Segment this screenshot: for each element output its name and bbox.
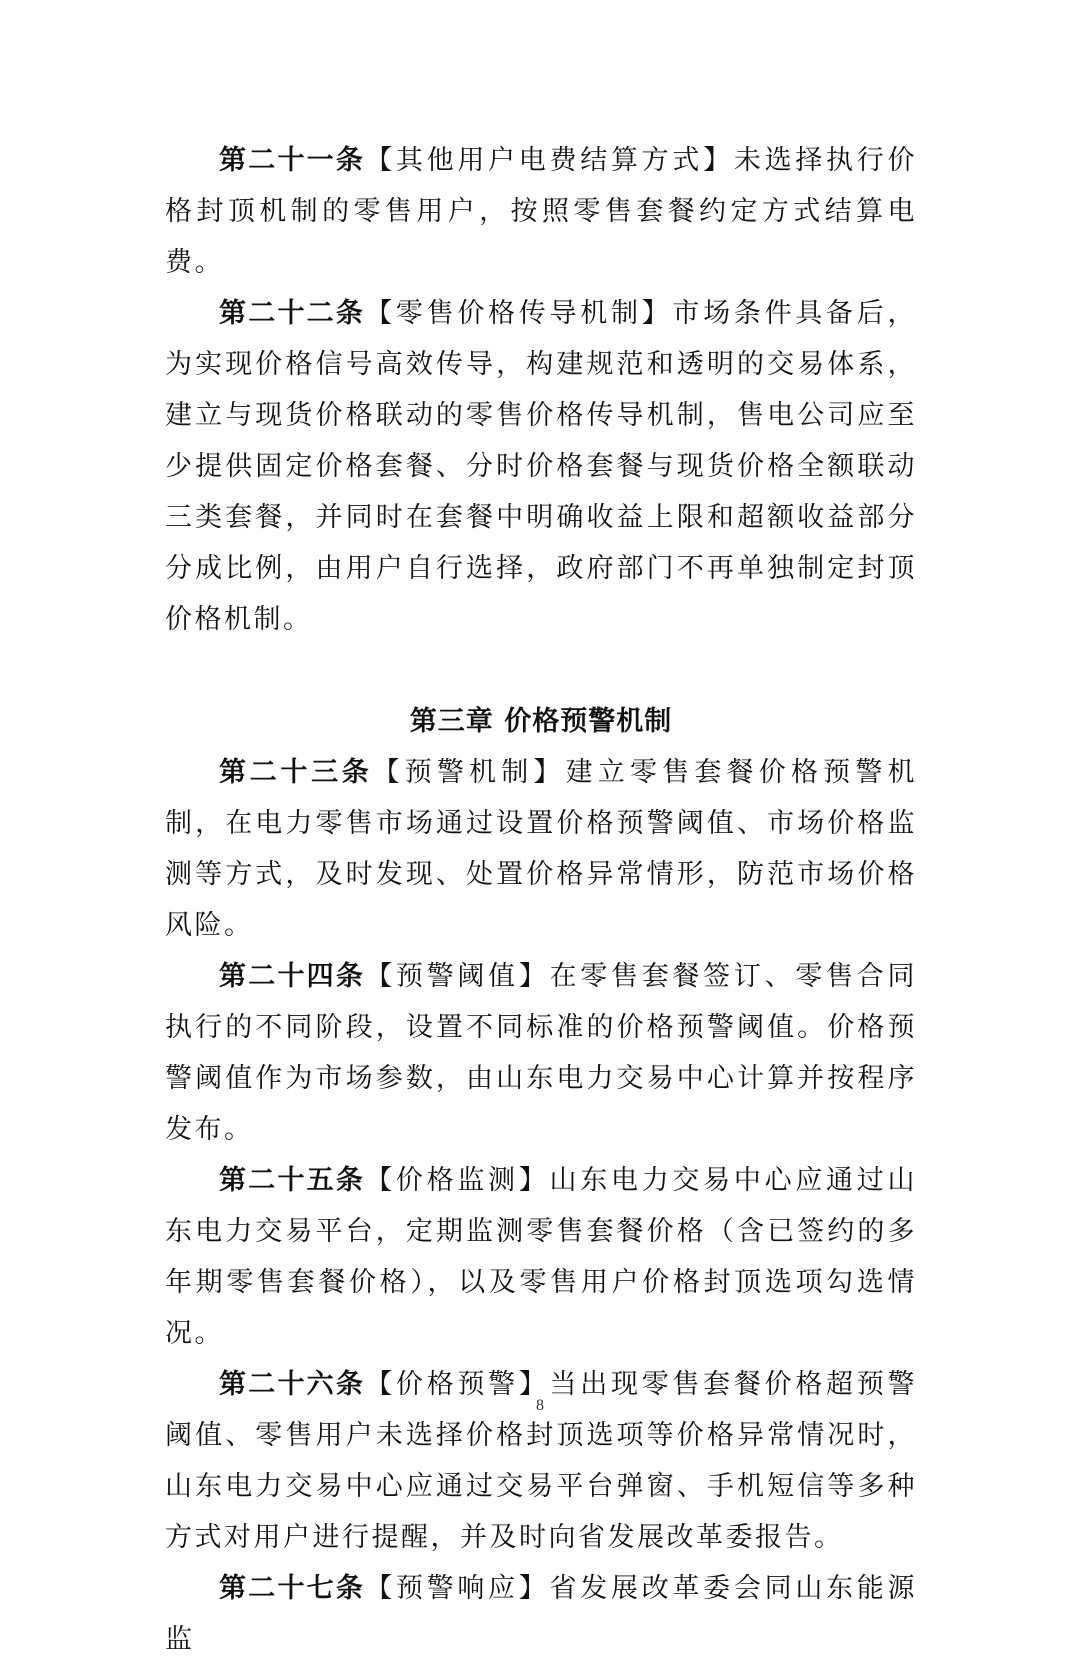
article-25 — [165, 1155, 917, 1359]
article-title: 【其他用户电费结算方式】 — [365, 145, 734, 176]
article-body: 未选择执行价格封顶机制的零售用户，按照零售套餐约定方式结算电费。 — [165, 145, 918, 278]
article-24 — [165, 951, 917, 1155]
article-body: 山东电力交易中心应通过山东电力交易平台，定期监测零售套餐价格（含已签约的多年期零售套餐价格），以及零售用户价格封顶选项勾选情况。 — [165, 1165, 918, 1349]
article-title: 【预警机制】 — [372, 757, 566, 788]
article-title: 【预警响应】 — [365, 1573, 550, 1604]
article-number: 第二十五条 — [219, 1165, 366, 1196]
article-number: 第二十三条 — [219, 757, 373, 788]
section-spacer — [165, 645, 917, 696]
chapter-heading: 第三章 价格预警机制 — [409, 706, 673, 737]
article-26 — [165, 1359, 917, 1563]
article-21 — [165, 135, 917, 288]
article-title: 【价格监测】 — [365, 1165, 550, 1196]
article-number: 第二十六条 — [219, 1369, 366, 1400]
article-22 — [165, 288, 917, 645]
page-number: 8 — [536, 1397, 544, 1414]
article-number: 第二十七条 — [219, 1573, 366, 1604]
article-title: 【零售价格传导机制】 — [365, 298, 673, 329]
article-23 — [165, 747, 917, 951]
article-title: 【预警阈值】 — [365, 961, 550, 992]
article-title: 【价格预警】 — [365, 1369, 550, 1400]
article-number: 第二十一条 — [219, 145, 366, 176]
article-27 — [165, 1563, 917, 1665]
document-page — [165, 135, 917, 1665]
article-number: 第二十四条 — [219, 961, 366, 992]
article-body: 在零售套餐签订、零售合同执行的不同阶段，设置不同标准的价格预警阈值。价格预警阈值作为市场参数，由山东电力交易中心计算并按程序发布。 — [165, 961, 918, 1145]
article-body: 市场条件具备后，为实现价格信号高效传导，构建规范和透明的交易体系，建立与现货价格联动的零售价格传导机制，售电公司应至少提供固定价格套餐、分时价格套餐与现货价格全额联动三类套餐，并同时在套餐中明确收益上限和超额收益部分分成比例，由用户自行选择，政府部门不再单独制定封顶价格机制。 — [165, 298, 918, 635]
article-body: 省发展改革委会同山东能源监 — [165, 1573, 918, 1655]
article-body: 建立零售套餐价格预警机制，在电力零售市场通过设置价格预警阈值、市场价格监测等方式，及时发现、处置价格异常情形，防范市场价格风险。 — [165, 757, 918, 941]
article-number: 第二十二条 — [219, 298, 366, 329]
article-body: 当出现零售套餐价格超预警阈值、零售用户未选择价格封顶选项等价格异常情况时，山东电力交易中心应通过交易平台弹窗、手机短信等多种方式对用户进行提醒，并及时向省发展改革委报告。 — [165, 1369, 918, 1553]
